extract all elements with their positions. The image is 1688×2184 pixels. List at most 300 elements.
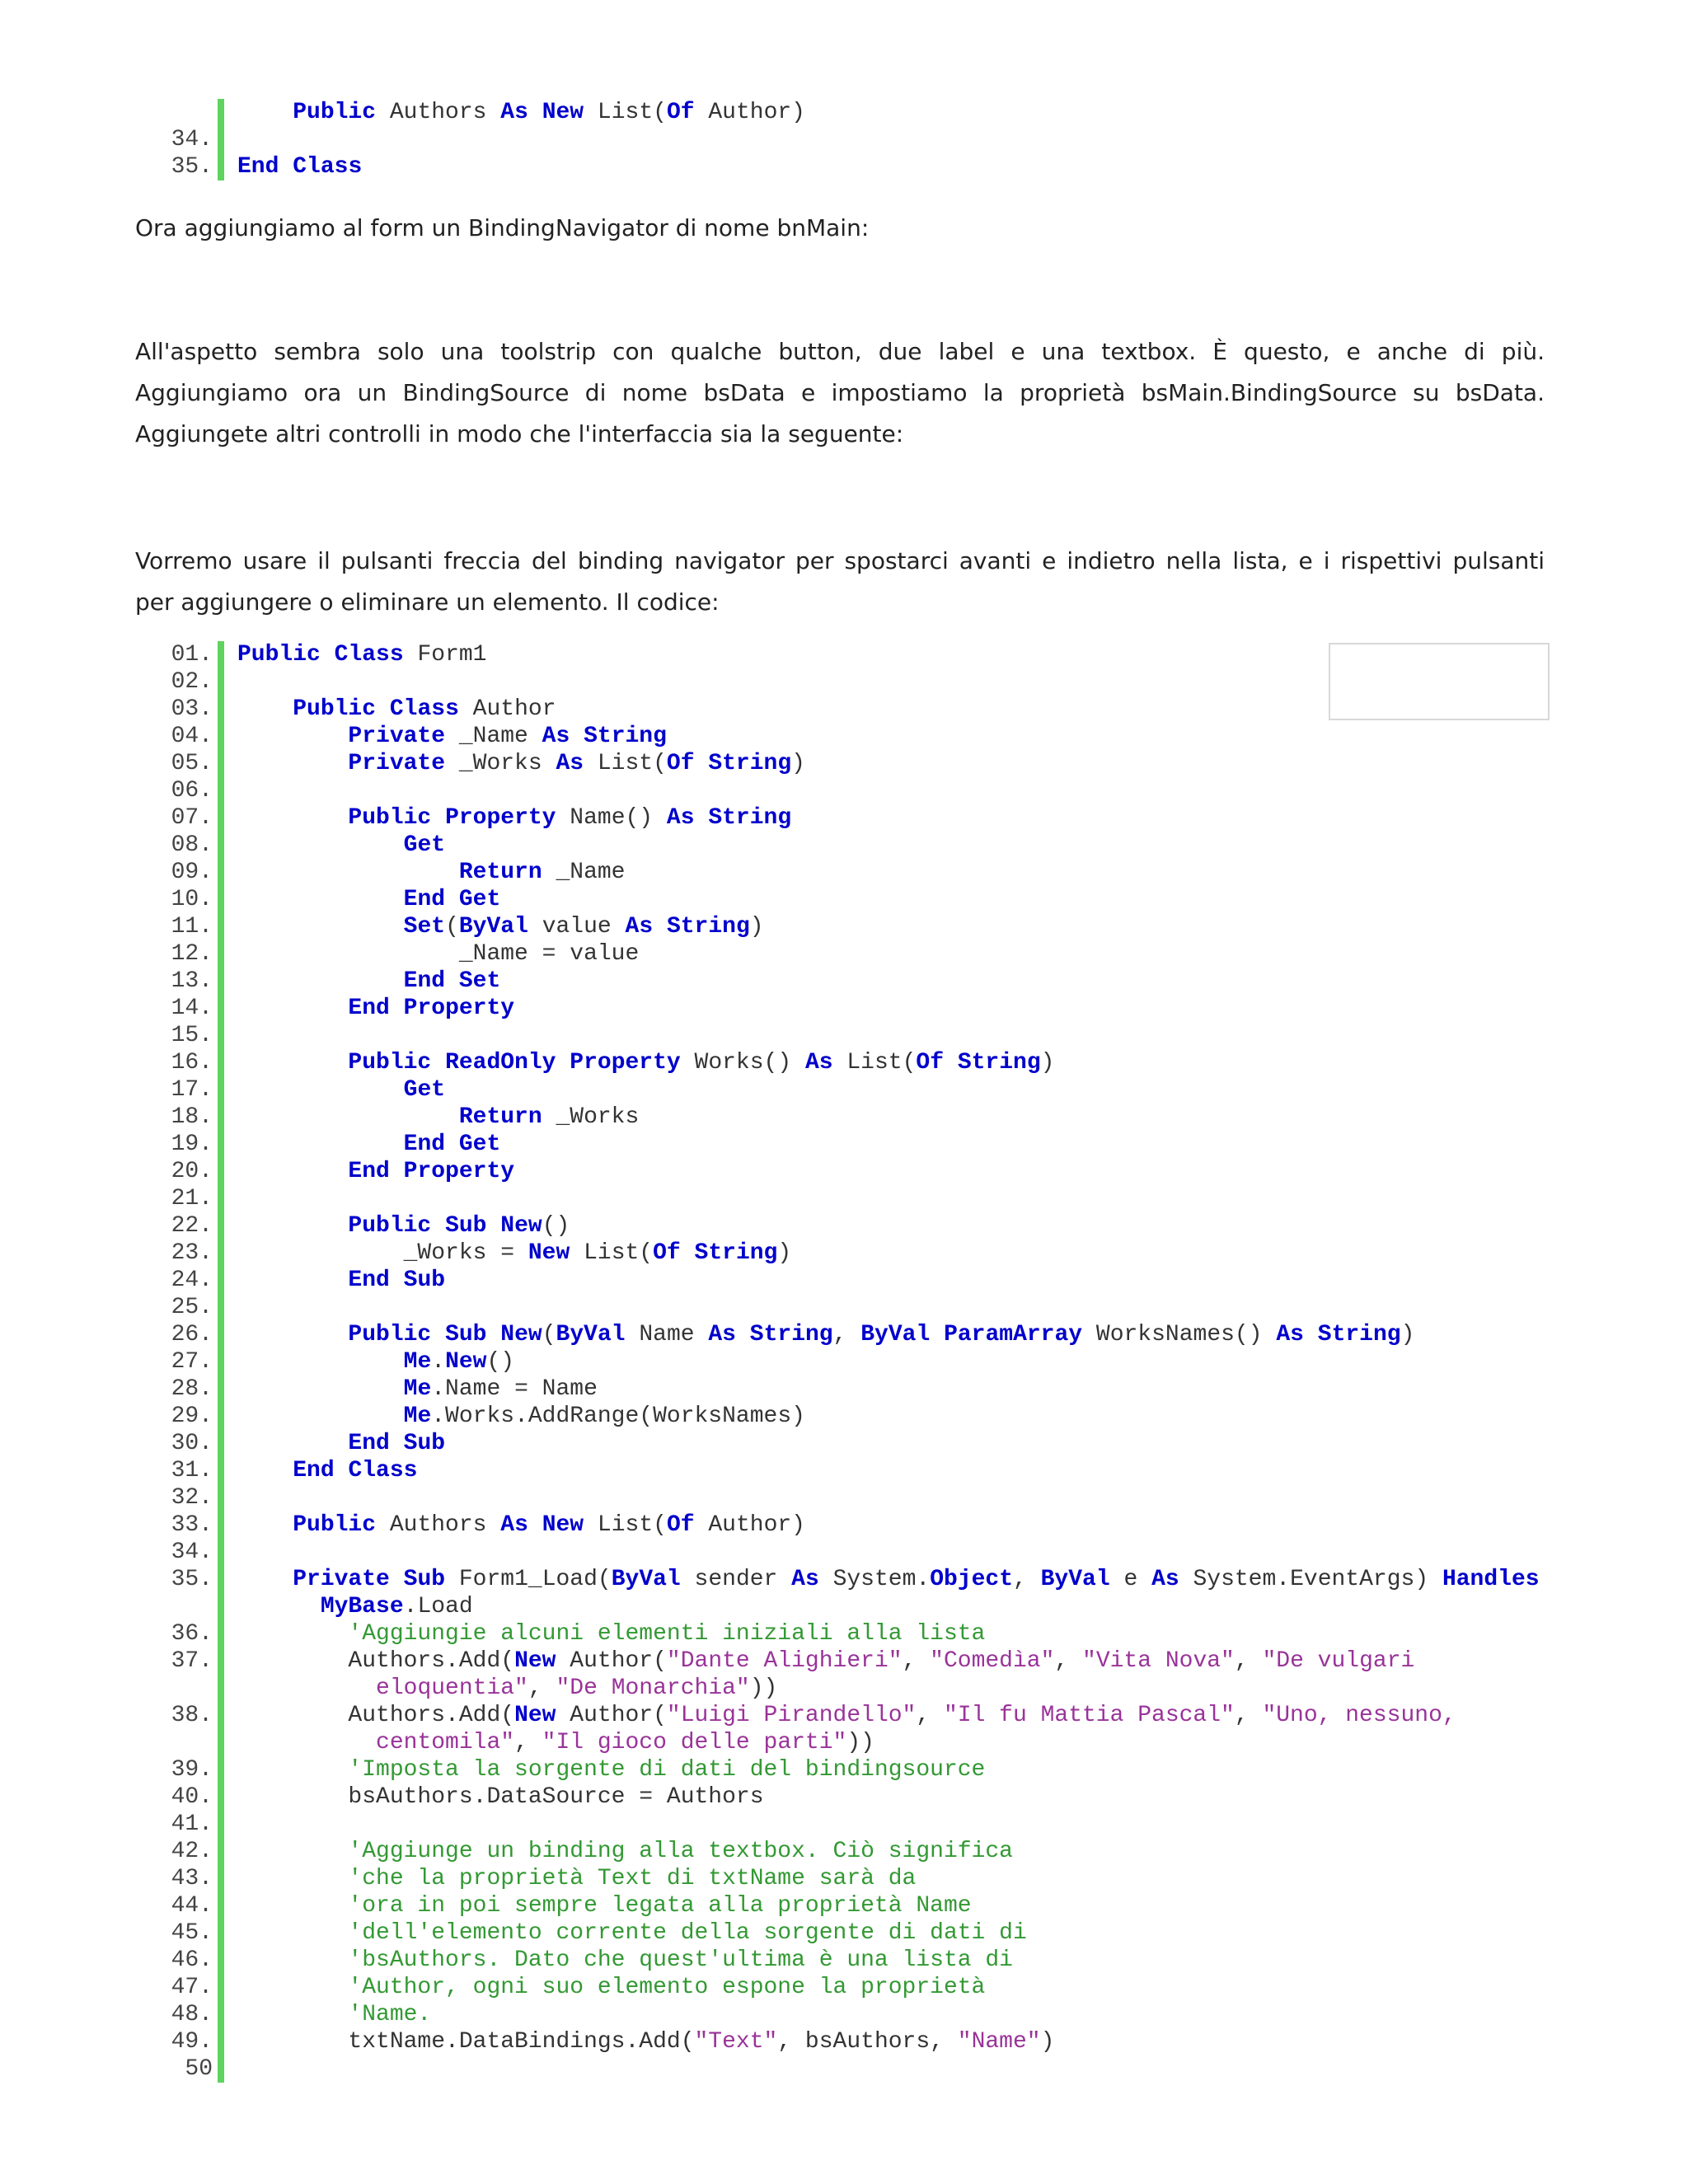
code-keyword: Public (348, 1050, 432, 1076)
code-token (445, 968, 459, 994)
code-token: _Name (445, 724, 542, 749)
paragraph-toolstrip-line-3: Aggiungete altri controlli in modo che l'interfaccia sia la seguente: (135, 420, 904, 448)
line-number: 30. (171, 1431, 213, 1456)
code-token: Author) (694, 1512, 805, 1538)
code-keyword: Class (334, 642, 404, 668)
code-comment: 'bsAuthors. Dato che quest'ultima è una lista di (348, 1947, 1013, 1973)
code-token (237, 1757, 348, 1783)
code-token: Name (625, 1322, 709, 1347)
code-token: ) (777, 1240, 792, 1266)
code-keyword: Sub (403, 1431, 446, 1456)
code-keyword: As (500, 1512, 528, 1538)
code-token (431, 1213, 445, 1239)
code-keyword: As (791, 1567, 819, 1592)
code-keyword: As (625, 914, 654, 940)
code-text (237, 1403, 805, 1430)
code-keyword: Of (653, 1240, 681, 1266)
code-token (237, 1920, 348, 1946)
code-comment: 'Author, ogni suo elemento espone la proprietà (348, 1975, 986, 2000)
line-number: 05. (171, 751, 213, 776)
code-text (237, 1240, 791, 1267)
code-token (390, 1268, 404, 1293)
code-line (0, 1321, 1688, 1348)
code-token (570, 724, 584, 749)
code-token: List( (584, 1512, 667, 1538)
code-keyword: Handles (1442, 1567, 1540, 1592)
code-token (237, 100, 293, 125)
code-string: "Luigi Pirandello" (666, 1703, 917, 1728)
code-token: ) (749, 914, 764, 940)
code-token: ) (1040, 2029, 1055, 2055)
code-keyword: Of (666, 1512, 695, 1538)
code-token (237, 1947, 348, 1973)
line-number: 34. (171, 1540, 213, 1565)
code-token: , (1013, 1567, 1041, 1592)
code-keyword: End (348, 996, 390, 1021)
line-number: 40. (171, 1784, 213, 1810)
code-keyword: End (403, 887, 446, 912)
code-line (0, 1647, 1688, 1675)
paragraph-arrows-line-1: Vorremo usare il pulsanti freccia del binding navigator per spostarci avanti e indietro nella lista, e i rispettivi pulsanti (135, 547, 1545, 574)
code-keyword: Me (403, 1404, 432, 1429)
code-token (237, 1839, 348, 1864)
code-text (237, 1457, 417, 1484)
line-number: 36. (171, 1621, 213, 1647)
code-text (237, 804, 791, 832)
code-keyword: New (542, 100, 584, 125)
code-token (695, 805, 709, 831)
code-token: Works() (680, 1050, 805, 1076)
code-token: Form1 (403, 642, 487, 668)
code-comment: 'Aggiunge un binding alla textbox. Ciò significa (348, 1839, 1013, 1864)
code-keyword: Public (293, 696, 377, 722)
code-token (237, 1268, 348, 1293)
code-token (237, 860, 459, 885)
code-token (237, 1322, 348, 1347)
code-line (0, 1511, 1688, 1539)
code-line (0, 804, 1688, 832)
code-text (237, 99, 805, 126)
code-token (390, 1567, 404, 1592)
line-number: 14. (171, 996, 213, 1021)
code-token: List( (570, 1240, 654, 1266)
code-token: , (916, 1703, 944, 1728)
code-keyword: End (403, 968, 446, 994)
code-keyword: New (500, 1322, 542, 1347)
code-token (237, 1159, 348, 1184)
code-token: . (431, 1349, 446, 1375)
code-line (0, 886, 1688, 913)
line-number: 03. (171, 696, 213, 722)
code-text (237, 832, 445, 859)
code-text (237, 641, 486, 668)
line-number: 18. (171, 1104, 213, 1130)
code-line (0, 859, 1688, 886)
code-token: , bsAuthors, (777, 2029, 958, 2055)
line-number: 26. (171, 1322, 213, 1347)
code-keyword: Of (916, 1050, 944, 1076)
code-keyword: Private (348, 751, 446, 776)
code-keyword: Set (458, 968, 501, 994)
code-line (0, 1376, 1688, 1403)
code-text (237, 1947, 1013, 1974)
line-number: 20. (171, 1159, 213, 1184)
code-keyword: End (348, 1268, 390, 1293)
code-token: _Works (445, 751, 556, 776)
code-line (0, 1892, 1688, 1919)
code-token: () (486, 1349, 515, 1375)
code-text (237, 1783, 764, 1811)
line-number: 23. (171, 1240, 213, 1266)
code-string: centomila" (376, 1730, 515, 1755)
code-token (237, 2002, 348, 2027)
code-token: e (1109, 1567, 1152, 1592)
code-line (0, 1484, 1688, 1511)
line-number: 49. (171, 2029, 213, 2055)
code-keyword: Of (666, 751, 695, 776)
code-token (944, 1050, 958, 1076)
code-text (237, 1675, 777, 1702)
code-text (237, 723, 667, 750)
line-number: 19. (171, 1132, 213, 1157)
code-token (528, 100, 542, 125)
code-comment: 'che la proprietà Text di txtName sarà da (348, 1866, 917, 1891)
code-text (237, 1593, 473, 1620)
code-line (0, 1131, 1688, 1158)
code-keyword: Public (348, 805, 432, 831)
code-token (445, 1132, 459, 1157)
code-token: Author( (556, 1648, 667, 1674)
code-keyword: ByVal (860, 1322, 931, 1347)
code-line (0, 723, 1688, 750)
code-token: ) (1040, 1050, 1055, 1076)
code-token: , (902, 1648, 931, 1674)
line-number: 31. (171, 1458, 213, 1483)
code-line (0, 1240, 1688, 1267)
code-string: "Name" (957, 2029, 1041, 2055)
code-line (0, 1022, 1688, 1049)
code-token (237, 1621, 348, 1647)
code-keyword: String (957, 1050, 1041, 1076)
code-keyword: New (542, 1512, 584, 1538)
code-string: "Uno, nessuno, (1262, 1703, 1456, 1728)
code-keyword: As (542, 724, 570, 749)
code-line (0, 1865, 1688, 1892)
code-token (431, 1050, 445, 1076)
code-token: Form1_Load( (445, 1567, 612, 1592)
code-text (237, 1756, 985, 1783)
code-line (0, 641, 1688, 668)
code-keyword: Property (403, 1159, 515, 1184)
line-number: 04. (171, 724, 213, 749)
code-token (237, 1730, 376, 1755)
code-token (237, 751, 348, 776)
code-line (0, 1947, 1688, 1974)
code-keyword: Return (458, 1104, 542, 1130)
code-token: sender (680, 1567, 792, 1592)
code-token: Author (458, 696, 556, 722)
code-keyword: Public (348, 1213, 432, 1239)
code-keyword: As (804, 1050, 833, 1076)
code-line (0, 99, 1688, 126)
code-token (237, 1050, 348, 1076)
code-token: WorksNames() (1082, 1322, 1277, 1347)
code-text (237, 995, 514, 1022)
code-line (0, 1593, 1688, 1620)
code-token (237, 1512, 293, 1538)
code-line (0, 668, 1688, 696)
code-token (1304, 1322, 1318, 1347)
code-text (237, 859, 626, 886)
code-keyword: String (708, 805, 792, 831)
code-keyword: Property (445, 805, 556, 831)
code-text (237, 1321, 1414, 1348)
code-token (237, 832, 404, 858)
code-keyword: End (403, 1132, 446, 1157)
paragraph-toolstrip-line-1: All'aspetto sembra solo una toolstrip con qualche button, due label e una textbox. È questo, e anche di più. (135, 338, 1545, 365)
line-number: 11. (171, 914, 213, 940)
code-line (0, 1403, 1688, 1430)
line-number: 38. (171, 1703, 213, 1728)
code-token (237, 1132, 404, 1157)
code-comment: 'Aggiungie alcuni elementi iniziali alla lista (348, 1621, 986, 1647)
code-keyword: As (1151, 1567, 1179, 1592)
code-token (237, 1213, 348, 1239)
code-line (0, 750, 1688, 777)
code-keyword: End (348, 1159, 390, 1184)
code-keyword: Property (570, 1050, 681, 1076)
code-text (237, 1511, 805, 1539)
code-text (237, 1647, 1414, 1675)
code-token: _Works (542, 1104, 640, 1130)
code-text (237, 1892, 972, 1919)
line-number: 43. (171, 1866, 213, 1891)
code-line (0, 1457, 1688, 1484)
code-line (0, 995, 1688, 1022)
code-keyword: End (237, 154, 279, 180)
code-line (0, 1702, 1688, 1729)
code-token (237, 1458, 293, 1483)
code-token (695, 751, 709, 776)
line-number: 02. (171, 669, 213, 695)
line-number: 12. (171, 941, 213, 967)
line-number: 33. (171, 1512, 213, 1538)
code-keyword: As (666, 805, 695, 831)
code-text (237, 1131, 500, 1158)
code-keyword: String (749, 1322, 833, 1347)
code-text (237, 696, 556, 723)
code-text (237, 1212, 570, 1240)
line-number: 24. (171, 1268, 213, 1293)
line-number: 09. (171, 860, 213, 885)
code-keyword: Set (403, 914, 446, 940)
code-text (237, 1729, 874, 1756)
code-line (0, 1675, 1688, 1702)
code-text (237, 2001, 431, 2028)
code-token (237, 805, 348, 831)
code-token: () (542, 1213, 570, 1239)
code-line (0, 1294, 1688, 1321)
code-token (237, 1675, 376, 1701)
code-token (390, 1431, 404, 1456)
code-token (237, 1866, 348, 1891)
code-token: , (528, 1675, 556, 1701)
code-token (279, 154, 293, 180)
code-line (0, 1811, 1688, 1838)
line-number: 21. (171, 1186, 213, 1212)
code-keyword: New (528, 1240, 570, 1266)
code-text (237, 1376, 598, 1403)
code-text (237, 1620, 985, 1647)
code-keyword: Me (403, 1376, 432, 1402)
code-token (237, 696, 293, 722)
paragraph-toolstrip-line-2: Aggiungiamo ora un BindingSource di nome bsData e impostiamo la proprietà bsMain.BindingSource su bsData. (135, 379, 1545, 406)
code-keyword: As (500, 100, 528, 125)
code-token: Name() (556, 805, 667, 831)
code-line (0, 1974, 1688, 2001)
code-string: "Text" (694, 2029, 778, 2055)
code-keyword: ReadOnly (445, 1050, 556, 1076)
line-number: 01. (171, 642, 213, 668)
code-token: .Name = Name (431, 1376, 598, 1402)
code-token: _Name (542, 860, 626, 885)
code-token: ) (791, 751, 805, 776)
code-line (0, 1348, 1688, 1376)
line-number: 25. (171, 1295, 213, 1320)
code-token (237, 996, 348, 1021)
code-line (0, 1158, 1688, 1185)
code-string: "Il gioco delle parti" (542, 1730, 847, 1755)
code-comment: 'ora in poi sempre legata alla proprietà Name (348, 1893, 972, 1919)
code-text (237, 1865, 916, 1892)
code-keyword: Of (666, 100, 695, 125)
code-keyword: ParamArray (944, 1322, 1083, 1347)
code-line (0, 777, 1688, 804)
code-string: "De vulgari (1262, 1648, 1415, 1674)
code-text (237, 750, 805, 777)
code-line (0, 696, 1688, 723)
line-number: 48. (171, 2002, 213, 2027)
code-line (0, 968, 1688, 995)
code-token (528, 1512, 542, 1538)
code-text (237, 153, 362, 180)
line-number: 37. (171, 1648, 213, 1674)
code-token (237, 1594, 321, 1619)
code-keyword: New (500, 1213, 542, 1239)
code-token (556, 1050, 570, 1076)
code-token: , (1234, 1703, 1263, 1728)
code-comment: 'Imposta la sorgente di dati del bindingsource (348, 1757, 986, 1783)
code-token: .Load (403, 1594, 473, 1619)
code-text (237, 886, 500, 913)
code-text (237, 940, 639, 968)
code-keyword: Class (389, 696, 459, 722)
code-keyword: Property (403, 996, 515, 1021)
code-line (0, 1267, 1688, 1294)
code-text (237, 1076, 445, 1104)
code-token (237, 1431, 348, 1456)
code-token (653, 914, 667, 940)
code-string: "Comedìa" (930, 1648, 1055, 1674)
code-line (0, 2028, 1688, 2055)
code-text (237, 2028, 1054, 2055)
code-token: Authors (376, 1512, 501, 1538)
paragraph-binding-navigator: Ora aggiungiamo al form un BindingNavigator di nome bnMain: (135, 214, 870, 241)
line-number: 34. (171, 127, 213, 152)
code-text (237, 1974, 985, 2001)
code-line (0, 2001, 1688, 2028)
line-number: 16. (171, 1050, 213, 1076)
code-block-main (0, 641, 1688, 2083)
code-token: System.EventArgs) (1179, 1567, 1442, 1592)
code-line (0, 1838, 1688, 1865)
code-token (335, 1458, 349, 1483)
code-text (237, 1267, 445, 1294)
code-token: List( (584, 100, 667, 125)
code-keyword: Public (237, 642, 321, 668)
code-keyword: As (556, 751, 584, 776)
code-line (0, 2055, 1688, 2083)
line-number: 39. (171, 1757, 213, 1783)
code-keyword: As (1276, 1322, 1304, 1347)
code-token: .Works.AddRange(WorksNames) (431, 1404, 805, 1429)
code-keyword: Private (348, 724, 446, 749)
code-keyword: ByVal (1040, 1567, 1110, 1592)
code-text (237, 1430, 445, 1457)
code-keyword: Get (458, 1132, 501, 1157)
code-line (0, 1076, 1688, 1104)
line-number: 07. (171, 805, 213, 831)
line-number: 35. (171, 154, 213, 180)
code-token: System. (818, 1567, 931, 1592)
code-line (0, 940, 1688, 968)
code-token (237, 1975, 348, 2000)
code-keyword: Object (930, 1567, 1014, 1592)
code-keyword: Public (293, 1512, 377, 1538)
code-token: ) (1400, 1322, 1415, 1347)
line-number: 29. (171, 1404, 213, 1429)
line-number: 28. (171, 1376, 213, 1402)
code-keyword: Return (458, 860, 542, 885)
code-line (0, 1185, 1688, 1212)
code-keyword: Sub (403, 1268, 446, 1293)
line-number: 44. (171, 1893, 213, 1919)
code-line (0, 1430, 1688, 1457)
code-token: List( (832, 1050, 917, 1076)
code-keyword: Get (458, 887, 501, 912)
code-line (0, 1539, 1688, 1566)
code-token: Author) (694, 100, 805, 125)
code-comment: 'Name. (348, 2002, 432, 2027)
code-line (0, 1783, 1688, 1811)
code-token (237, 887, 404, 912)
line-number: 13. (171, 968, 213, 994)
code-line (0, 1049, 1688, 1076)
code-keyword: Me (403, 1349, 432, 1375)
code-line (0, 1729, 1688, 1756)
code-keyword: String (694, 1240, 778, 1266)
code-token (237, 914, 404, 940)
line-number: 46. (171, 1947, 213, 1973)
code-token (237, 724, 348, 749)
code-keyword: ByVal (556, 1322, 626, 1347)
code-string: "Dante Alighieri" (666, 1648, 903, 1674)
code-text (237, 1158, 514, 1185)
code-keyword: Get (403, 832, 446, 858)
code-token: )) (749, 1675, 778, 1701)
code-keyword: String (708, 751, 792, 776)
line-number: 32. (171, 1485, 213, 1511)
